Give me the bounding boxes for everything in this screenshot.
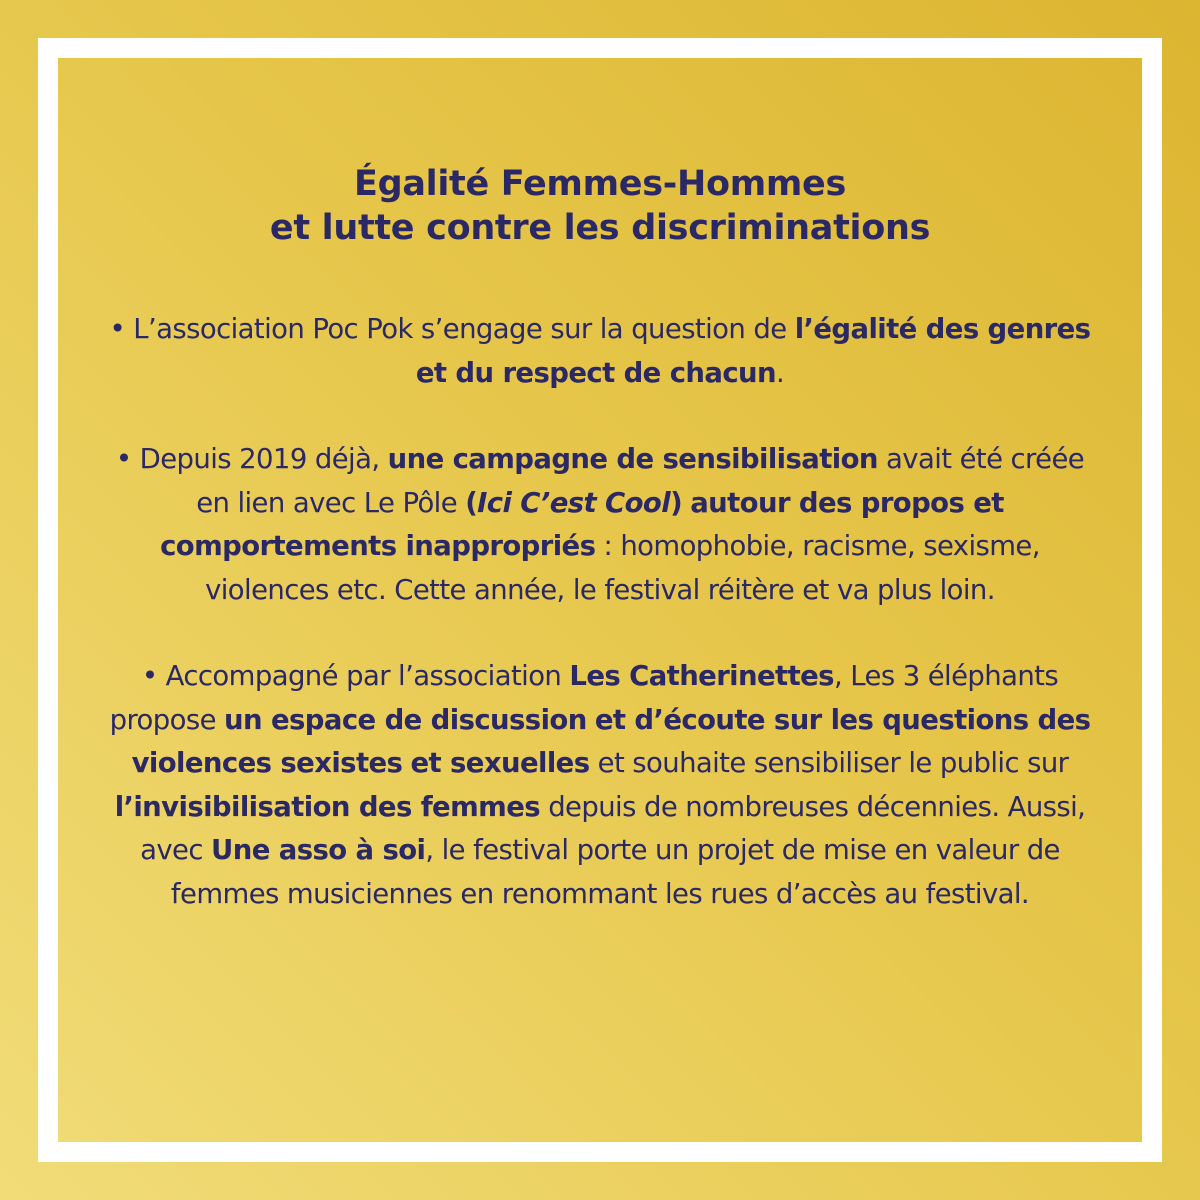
paragraph-3-text-3: Les 3 éléphants propose (109, 660, 1059, 736)
paragraph-3-bold-2: un espace de discussion (224, 703, 587, 736)
paragraph-3-line-5 (115, 791, 849, 823)
paragraph-3-line-1 (142, 660, 842, 692)
paragraph-3-text-7: , le festival porte (425, 834, 647, 866)
title-line-2: et lutte contre les discriminations (269, 208, 931, 248)
paragraph-3-bold-3: et d’écoute sur les questions des violences sexistes (131, 703, 1091, 779)
title-line-1: Égalité Femmes-Hommes (353, 164, 847, 204)
paragraph-3-text-9: en renommant les rues d’accès au festival. (460, 877, 1030, 910)
text-panel (100, 162, 1100, 916)
paragraph-3-text-5: depuis de nombreuses (540, 790, 849, 823)
paragraph-3-bold-6: Une asso à soi (211, 834, 426, 866)
paragraph-1-line-1 (110, 313, 787, 345)
paragraph-3-bold-5: l’invisibilisation des femmes (114, 790, 541, 823)
paragraph-3-line-8 (460, 878, 1029, 910)
paragraph-2-text-4: Cette année, le festival réitère et va plus loin. (394, 573, 995, 606)
paragraph-1-text-1: • L’association Poc Pok s’engage sur la question de (109, 313, 787, 345)
paragraph-1-bold-1: l’égalité des genres et du respect de chacun (415, 313, 1091, 389)
paragraph-3-line-4 (410, 747, 1068, 779)
paragraph-commitment (100, 308, 1100, 395)
paragraph-2-line-1 (116, 443, 878, 475)
paragraph-2-bold-paren-open: ( (465, 486, 478, 519)
paragraph-1-text-2: . (776, 356, 785, 389)
paragraph-3-text-4: et souhaite sensibiliser le public sur (589, 747, 1069, 779)
paragraph-2-bold-3: autour des propos et comportements inappropriés (160, 486, 1004, 562)
paragraph-2-bold-1: une campagne de sensibilisation (387, 443, 878, 475)
paragraph-catherinettes (100, 655, 1100, 916)
paragraph-2-bold-paren-close: ) (670, 486, 683, 519)
paragraph-2-text-1: • Depuis 2019 déjà, (115, 443, 388, 475)
page-title (100, 162, 1100, 250)
paragraph-3-bold-1: Les Catherinettes (569, 660, 834, 692)
paragraph-2-line-5 (394, 574, 995, 606)
paragraph-campaign (100, 438, 1100, 612)
paragraph-3-text-8: un projet de mise en valeur de femmes musiciennes (170, 834, 1060, 910)
paragraph-3-text-1: • Accompagné par l’association (141, 660, 570, 692)
paragraph-2-text-3: : homophobie, racisme, sexisme, violences etc. (205, 530, 1040, 606)
paragraph-2-bold-italic-1: Ici C’est Cool (477, 486, 671, 519)
paragraph-3-bold-4: et sexuelles (410, 747, 590, 779)
paragraph-3-text-6: décennies. Aussi, avec (140, 790, 1086, 866)
paragraph-2-text-2: avait été créée en lien avec Le Pôle (196, 443, 1085, 519)
paragraph-3-text-2: , (833, 660, 843, 692)
